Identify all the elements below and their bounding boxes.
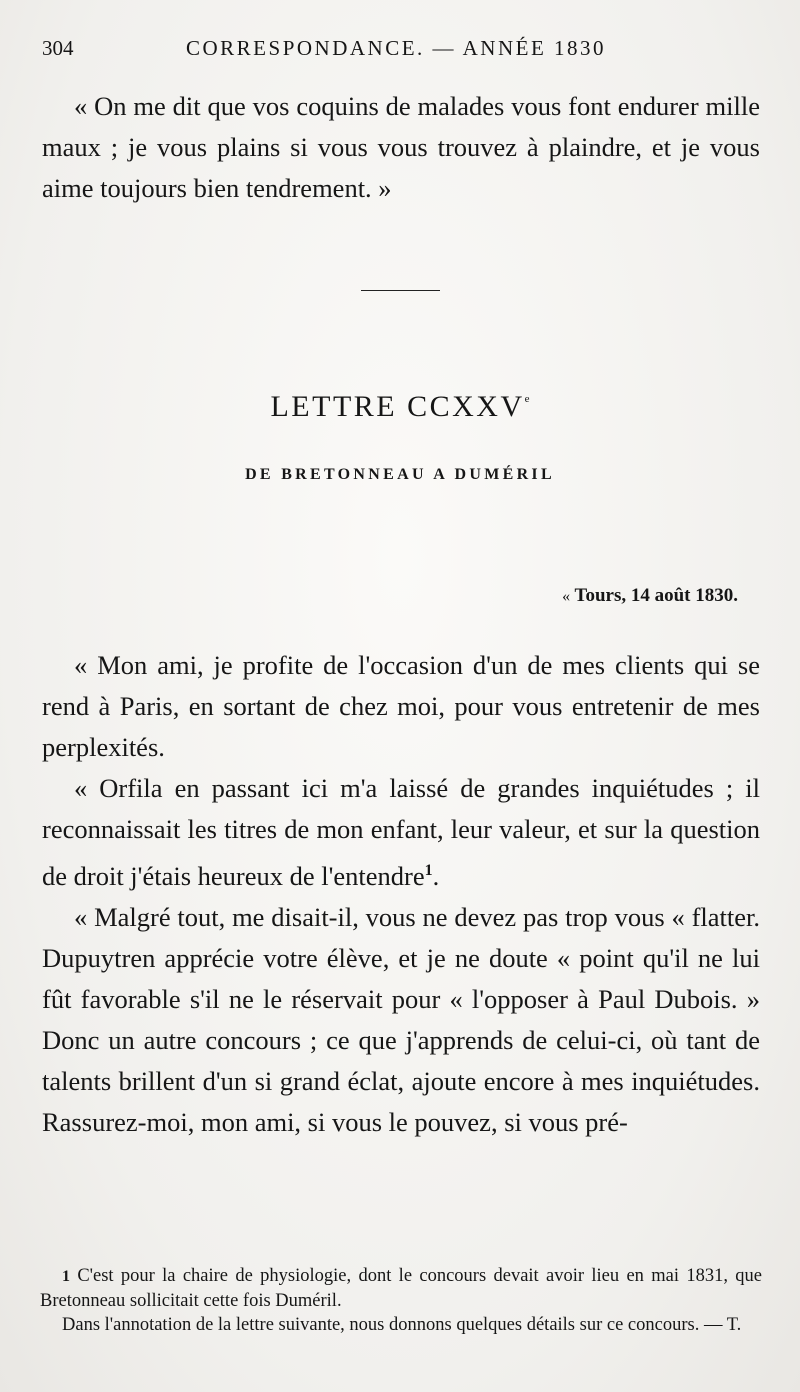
dateline-quote: « (562, 588, 571, 605)
footnote-1 (40, 1264, 762, 1313)
footnote-2: Dans l'annotation de la lettre suivante, nous donnons quelques détails sur ce concours. — T. (62, 1315, 742, 1335)
letter-paragraph-2-text: « Orfila en passant ici m'a laissé de grandes inquiétudes ; il reconnaissait les titres de mon enfant, leur valeur, et sur la question de droit j'étais heureux de l'entendre (42, 773, 760, 891)
letter-body (42, 645, 760, 1143)
footnote-reference: 1 (424, 862, 433, 879)
footnotes (40, 1264, 762, 1337)
letter-heading (0, 390, 800, 424)
closing-paragraph: « On me dit que vos coquins de malades vous font endurer mille maux ; je vous plains si vous vous trouvez à plaindre, et je vous aime toujours bien tendrement. » (42, 91, 760, 203)
letter-title-suffix: e (524, 393, 530, 405)
letter-dateline (562, 585, 738, 607)
dateline-text: Tours, 14 août 1830. (574, 585, 738, 606)
letter-title: LETTRE CCXXV (270, 390, 525, 423)
previous-letter-closing (42, 86, 760, 209)
footnote-marker: 1 (62, 1268, 70, 1285)
letter-paragraph-3: « Malgré tout, me disait-il, vous ne devez pas trop vous « flatter. Dupuytren apprécie votre élève, et je ne doute « point qu'il ne lui fût favorable s'il ne le réservait pour « l'opposer à Paul Dubois. » Donc un autre concours ; ce que j'apprends de celui-ci, où tant de talents brillent d'un si grand éclat, ajoute encore à mes inquiétudes. Rassurez-moi, mon ami, si vous le pouvez, si vous pré- (42, 901, 760, 1137)
footnote-1-text: C'est pour la chaire de physiologie, dont le concours devait avoir lieu en mai 1831, que Bretonneau sollicitait cette fois Duméril. (40, 1266, 762, 1311)
letter-subtitle: DE BRETONNEAU A DUMÉRIL (245, 466, 555, 483)
letter-paragraph-1: « Mon ami, je profite de l'occasion d'un de mes clients qui se rend à Paris, en sortant de chez moi, pour vous entretenir de mes perplexités. (42, 650, 760, 762)
section-divider (361, 290, 440, 291)
page-number: 304 (42, 36, 74, 60)
running-title: CORRESPONDANCE. — ANNÉE 1830 (186, 36, 607, 60)
letter-paragraph-2 (42, 768, 760, 897)
letter-paragraph-2-end: . (432, 860, 440, 891)
running-header (42, 36, 742, 72)
